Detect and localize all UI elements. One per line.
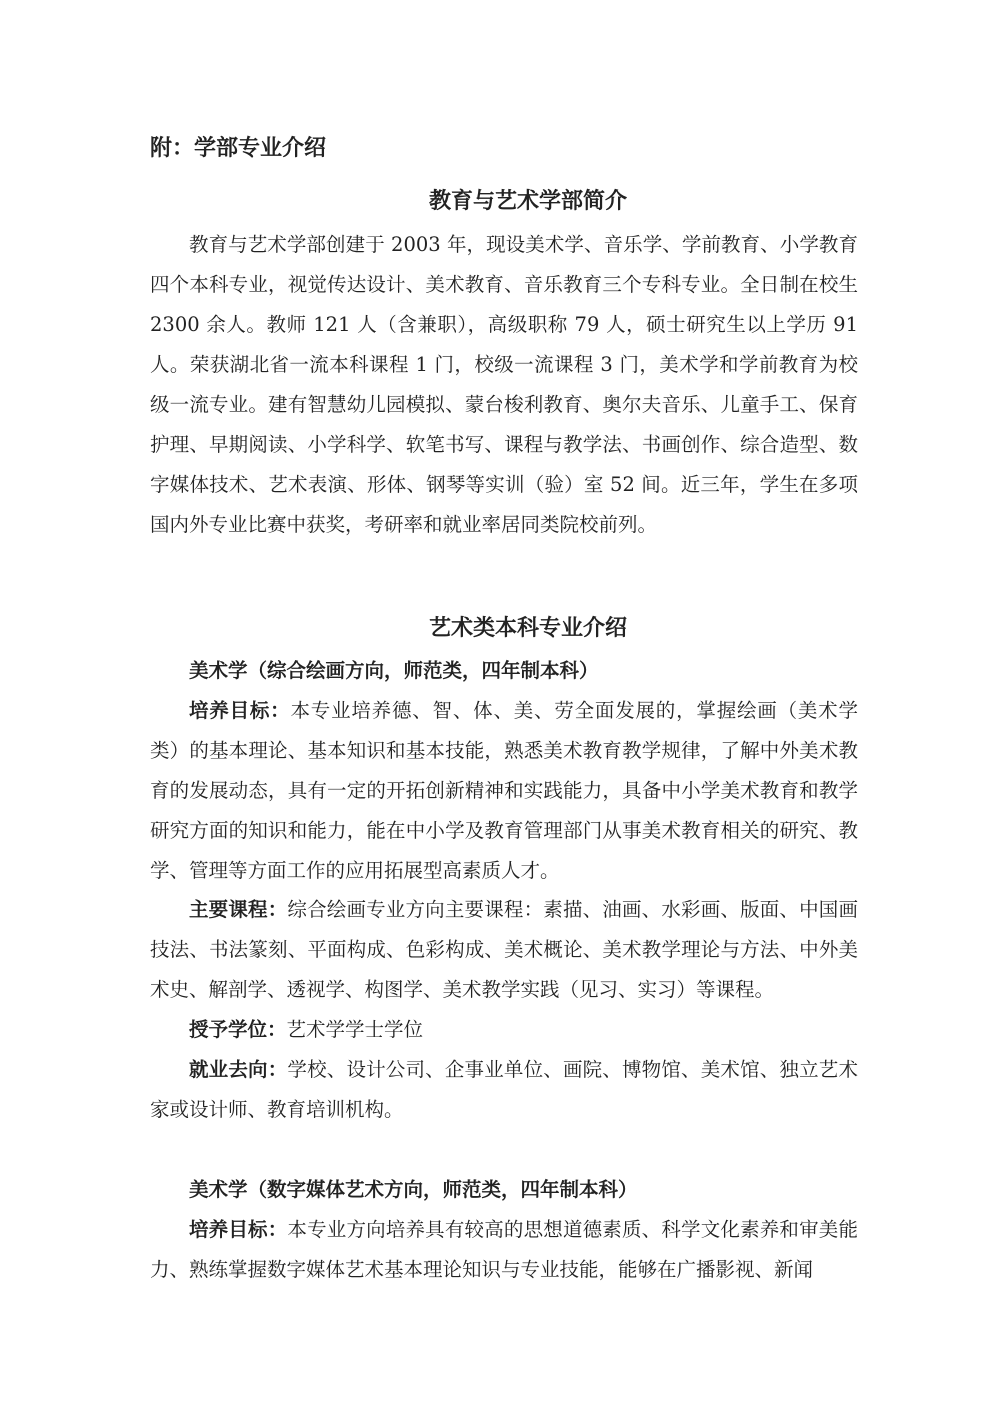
major-career	[150, 1050, 858, 1130]
goal-text: 本专业方向培养具有较高的思想道德素质、科学文化素养和审美能力、熟练掌握数字媒体艺术基本理论知识与专业技能，能够在广播影视、新闻	[150, 1218, 858, 1281]
courses-text: 综合绘画专业方向主要课程：素描、油画、水彩画、版面、中国画技法、书法篆刻、平面构成、色彩构成、美术概论、美术教学理论与方法、中外美术史、解剖学、透视学、构图学、美术教学实践（见习、实习）等课程。	[150, 898, 858, 1001]
appendix-title: 附：学部专业介绍	[150, 136, 327, 161]
dept-intro-paragraph: 教育与艺术学部创建于 2003 年，现设美术学、音乐学、学前教育、小学教育四个本科专业，视觉传达设计、美术教育、音乐教育三个专科专业。全日制在校生 2300 余人。教师 121 人（含兼职），高级职称 79 人，硕士研究生以上学历 91 人。荣获湖北省一流本科课程 1 门，校级一流课程 3 门，美术学和学前教育为校级一流专业。建有智慧幼儿园模拟、蒙台梭利教育、奥尔夫音乐、儿童手工、保育护理、早期阅读、小学科学、软笔书写、课程与教学法、书画创作、综合造型、数字媒体技术、艺术表演、形体、钢琴等实训（验）室 52 间。近三年，学生在多项国内外专业比赛中获奖，考研率和就业率居同类院校前列。	[150, 233, 858, 536]
degree-text: 艺术学学士学位	[286, 1018, 424, 1041]
degree-label: 授予学位：	[189, 1018, 287, 1041]
career-text: 学校、设计公司、企事业单位、画院、博物馆、美术馆、独立艺术家或设计师、教育培训机构。	[150, 1058, 858, 1121]
major-courses	[150, 890, 858, 1010]
goal-text: 本专业培养德、智、体、美、劳全面发展的，掌握绘画（美术学类）的基本理论、基本知识和基本技能，熟悉美术教育教学规律，了解中外美术教育的发展动态，具有一定的开拓创新精神和实践能力，具备中小学美术教育和教学研究方面的知识和能力，能在中小学及教育管理部门从事美术教育相关的研究、教学、管理等方面工作的应用拓展型高素质人才。	[150, 699, 858, 882]
major-degree	[150, 1010, 858, 1050]
major-goal	[150, 1210, 858, 1290]
major-title: 美术学（数字媒体艺术方向，师范类，四年制本科）	[189, 1178, 638, 1201]
major-goal	[150, 691, 858, 891]
career-label: 就业去向：	[189, 1058, 288, 1081]
major-title: 美术学（综合绘画方向，师范类，四年制本科）	[189, 659, 599, 682]
dept-intro-heading: 教育与艺术学部简介	[428, 189, 627, 214]
goal-label: 培养目标：	[189, 1218, 288, 1241]
courses-label: 主要课程：	[189, 898, 288, 921]
art-section-heading: 艺术类本科专业介绍	[428, 616, 627, 641]
goal-label: 培养目标：	[189, 699, 291, 722]
